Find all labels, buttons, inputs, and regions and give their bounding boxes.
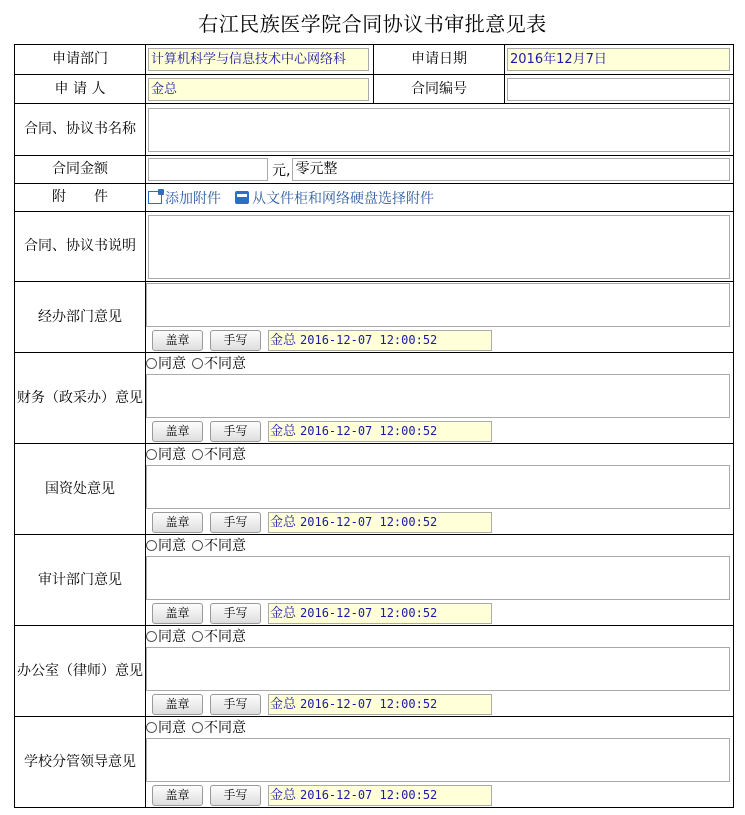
contract-no-label: 合同编号 — [374, 75, 505, 104]
agree-label: 同意 — [158, 538, 186, 554]
opinion-row — [15, 717, 734, 808]
amount-uppercase-field: 零元整 — [292, 158, 730, 181]
disagree-label: 不同意 — [204, 538, 246, 554]
handwrite-button[interactable]: 手写 — [210, 785, 261, 806]
sign-time: 2016-12-07 12:00:52 — [300, 333, 438, 347]
agree-label: 同意 — [158, 629, 186, 645]
amount-label: 合同金额 — [15, 156, 146, 184]
sign-time: 2016-12-07 12:00:52 — [300, 788, 438, 802]
signature-field — [268, 785, 492, 806]
sign-time: 2016-12-07 12:00:52 — [300, 697, 438, 711]
apply-date-field[interactable]: 2016年12月7日 — [507, 48, 730, 71]
opinion-label: 经办部门意见 — [15, 282, 146, 353]
opinion-label: 学校分管领导意见 — [15, 717, 146, 808]
opinion-label: 审计部门意见 — [15, 535, 146, 626]
agree-radio[interactable] — [146, 444, 186, 464]
agree-label: 同意 — [158, 356, 186, 372]
add-attachment-link[interactable] — [148, 188, 221, 208]
signer-name: 金总 — [270, 515, 297, 530]
handwrite-button[interactable]: 手写 — [210, 512, 261, 533]
signer-name: 金总 — [270, 424, 297, 439]
signature-field — [268, 694, 492, 715]
amount-unit: 元, — [272, 162, 291, 179]
disagree-radio[interactable] — [192, 717, 246, 737]
handwrite-button[interactable]: 手写 — [210, 694, 261, 715]
radio-circle — [192, 631, 203, 642]
amount-input[interactable] — [148, 158, 268, 181]
radio-circle — [146, 358, 157, 369]
approval-form-table — [14, 44, 734, 808]
opinion-label: 财务（政采办）意见 — [15, 353, 146, 444]
radio-circle — [146, 631, 157, 642]
handwrite-button[interactable]: 手写 — [210, 603, 261, 624]
applicant-field[interactable]: 金总 — [148, 78, 369, 101]
disagree-radio[interactable] — [192, 444, 246, 464]
seal-button[interactable]: 盖章 — [152, 785, 203, 806]
radio-circle — [192, 722, 203, 733]
radio-circle — [192, 449, 203, 460]
add-file-icon — [148, 191, 162, 204]
seal-button[interactable]: 盖章 — [152, 421, 203, 442]
radio-circle — [146, 540, 157, 551]
disagree-label: 不同意 — [204, 629, 246, 645]
seal-button[interactable]: 盖章 — [152, 512, 203, 533]
signature-field — [268, 421, 492, 442]
signer-name: 金总 — [270, 333, 297, 348]
signer-name: 金总 — [270, 697, 297, 712]
sign-time: 2016-12-07 12:00:52 — [300, 424, 438, 438]
contract-no-field[interactable] — [507, 78, 730, 101]
network-drive-icon — [235, 191, 249, 204]
applicant-label: 申 请 人 — [15, 75, 146, 104]
apply-dept-label: 申请部门 — [15, 45, 146, 75]
signer-name: 金总 — [270, 788, 297, 803]
contract-name-field[interactable] — [148, 108, 730, 152]
signature-field — [268, 512, 492, 533]
seal-button[interactable]: 盖章 — [152, 330, 203, 351]
handwrite-button[interactable]: 手写 — [210, 330, 261, 351]
disagree-radio[interactable] — [192, 535, 246, 555]
agree-label: 同意 — [158, 720, 186, 736]
radio-circle — [146, 722, 157, 733]
attachment-label: 附 件 — [15, 184, 146, 212]
opinion-row — [15, 353, 734, 444]
seal-button[interactable]: 盖章 — [152, 694, 203, 715]
disagree-label: 不同意 — [204, 356, 246, 372]
opinion-textarea[interactable] — [146, 647, 730, 691]
radio-circle — [192, 540, 203, 551]
page-title: 右江民族医学院合同协议书审批意见表 — [198, 12, 547, 36]
radio-circle — [146, 449, 157, 460]
radio-circle — [192, 358, 203, 369]
apply-dept-field[interactable]: 计算机科学与信息技术中心网络科 — [148, 48, 369, 71]
description-label: 合同、协议书说明 — [15, 212, 146, 282]
opinion-textarea[interactable] — [146, 738, 730, 782]
handwrite-button[interactable]: 手写 — [210, 421, 261, 442]
add-attachment-text: 添加附件 — [165, 190, 221, 207]
opinion-row — [15, 444, 734, 535]
sign-time: 2016-12-07 12:00:52 — [300, 606, 438, 620]
sign-time: 2016-12-07 12:00:52 — [300, 515, 438, 529]
opinion-textarea[interactable] — [146, 283, 730, 327]
signer-name: 金总 — [270, 606, 297, 621]
opinion-row — [15, 535, 734, 626]
disagree-label: 不同意 — [204, 447, 246, 463]
opinion-label: 国资处意见 — [15, 444, 146, 535]
agree-radio[interactable] — [146, 535, 186, 555]
description-field[interactable] — [148, 215, 730, 279]
signature-field — [268, 330, 492, 351]
apply-date-label: 申请日期 — [374, 45, 505, 75]
opinion-textarea[interactable] — [146, 374, 730, 418]
select-attachment-link[interactable] — [235, 188, 434, 208]
agree-label: 同意 — [158, 447, 186, 463]
seal-button[interactable]: 盖章 — [152, 603, 203, 624]
opinion-row — [15, 282, 734, 353]
opinion-textarea[interactable] — [146, 465, 730, 509]
agree-radio[interactable] — [146, 717, 186, 737]
signature-field — [268, 603, 492, 624]
disagree-label: 不同意 — [204, 720, 246, 736]
opinion-row — [15, 626, 734, 717]
opinion-label: 办公室（律师）意见 — [15, 626, 146, 717]
agree-radio[interactable] — [146, 353, 186, 373]
select-attachment-text: 从文件柜和网络硬盘选择附件 — [252, 190, 434, 207]
opinion-textarea[interactable] — [146, 556, 730, 600]
agree-radio[interactable] — [146, 626, 186, 646]
disagree-radio[interactable] — [192, 353, 246, 373]
contract-name-label: 合同、协议书名称 — [15, 104, 146, 156]
disagree-radio[interactable] — [192, 626, 246, 646]
